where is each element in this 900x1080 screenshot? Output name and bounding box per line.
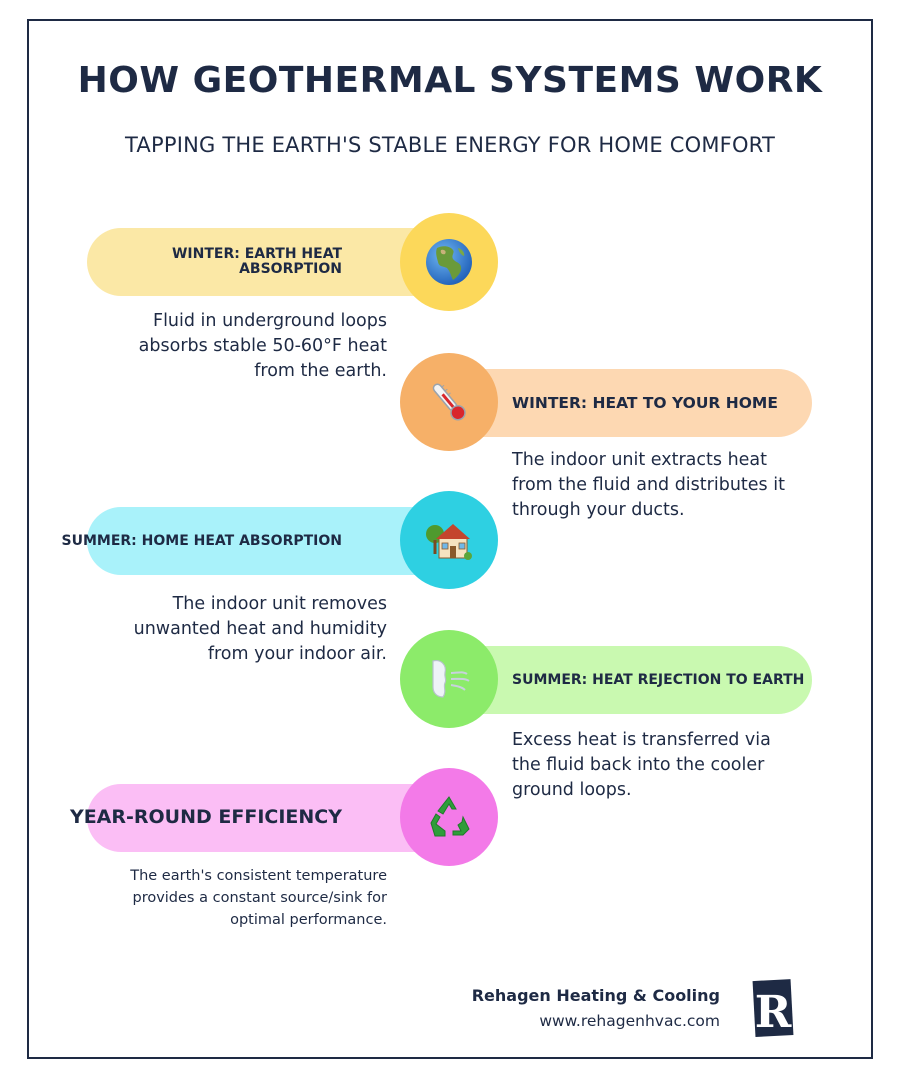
house-icon [423,514,475,566]
step-4-description: Excess heat is transferred via the fluid back into the cooler ground loops. [512,730,771,800]
step-4-circle [400,630,498,728]
page-title: HOW GEOTHERMAL SYSTEMS WORK [77,60,823,101]
step-5-label: YEAR-ROUND EFFICIENCY [69,806,342,829]
recycle-icon [423,791,475,843]
svg-text:R: R [754,987,792,1038]
wind-face-icon [423,653,475,705]
thermometer-icon [423,376,475,428]
step-4-label: SUMMER: HEAT REJECTION TO EARTH [512,671,805,688]
step-1-pill [87,228,452,296]
company-website[interactable]: www.rehagenhvac.com [539,1012,720,1030]
step-2-label: WINTER: HEAT TO YOUR HOME [512,393,778,412]
company-name: Rehagen Heating & Cooling [471,986,720,1005]
step-2-pill [450,369,812,437]
step-3-label: SUMMER: HOME HEAT ABSORPTION [61,532,342,549]
step-3-pill [61,507,452,575]
step-1-description: Fluid in underground loops absorbs stable 50-60°F heat from the earth. [138,311,387,381]
step-5-pill [69,784,452,852]
company-logo-icon [751,977,797,1039]
page-subtitle: TAPPING THE EARTH'S STABLE ENERGY FOR HOME COMFORT [125,133,775,157]
step-1-circle [400,213,498,311]
step-3-circle [400,491,498,589]
step-5-circle [400,768,498,866]
step-4-pill [450,646,812,714]
step-3-description: The indoor unit removes unwanted heat and humidity from your indoor air. [133,594,387,664]
step-2-description: The indoor unit extracts heat from the fluid and distributes it through your ducts. [512,450,785,520]
step-5-description: The earth's consistent temperature provides a constant source/sink for optimal performance. [130,868,387,928]
globe-icon [423,236,475,288]
step-2-circle [400,353,498,451]
step-1-label: WINTER: EARTH HEAT ABSORPTION [171,246,342,277]
